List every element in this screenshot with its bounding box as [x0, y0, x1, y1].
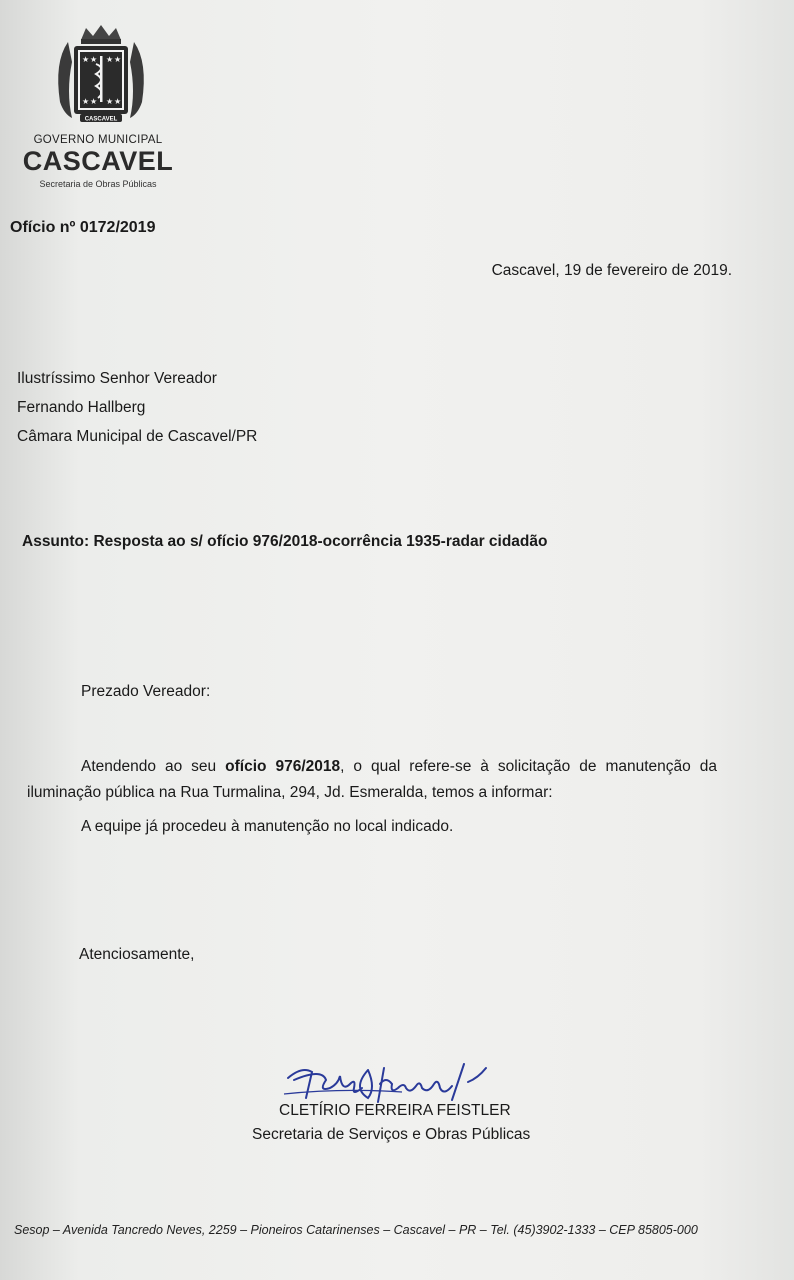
- letter-date: Cascavel, 19 de fevereiro de 2019.: [491, 262, 732, 279]
- signatory-name: CLETÍRIO FERREIRA FEISTLER: [279, 1102, 511, 1119]
- body-p1-start: Atendendo ao seu: [81, 758, 226, 775]
- svg-text:★: ★: [90, 97, 98, 106]
- recipient-name: Fernando Hallberg: [17, 399, 146, 416]
- closing: Atenciosamente,: [79, 946, 195, 963]
- letter-number: Ofício nº 0172/2019: [10, 219, 156, 236]
- signatory-role: Secretaria de Serviços e Obras Públicas: [252, 1126, 531, 1143]
- crest-ribbon-text: CASCAVEL: [84, 116, 118, 123]
- government-label: GOVERNO MUNICIPAL: [33, 134, 163, 146]
- svg-text:★: ★: [82, 97, 90, 106]
- department-label: Secretaria de Obras Públicas: [39, 179, 157, 189]
- city-name: CASCAVEL: [22, 146, 174, 176]
- handwritten-signature: [282, 1058, 492, 1106]
- svg-text:★: ★: [90, 55, 98, 64]
- svg-text:★: ★: [114, 55, 122, 64]
- letter-subject: Assunto: Resposta ao s/ ofício 976/2018-ocorrência 1935-radar cidadão: [22, 533, 548, 550]
- referenced-oficio: ofício 976/2018: [225, 758, 341, 775]
- body-p1-end: , o qual refere-se à solicitação de manutenção da iluminação pública na Rua Turmalina, 294, Jd. Esmeralda, temos a informar:: [27, 758, 717, 801]
- municipal-logo: [18, 22, 178, 192]
- recipient-institution: Câmara Municipal de Cascavel/PR: [17, 428, 258, 445]
- svg-text:★: ★: [106, 55, 114, 64]
- city-crest-icon: [46, 22, 156, 132]
- body-paragraph-1: [27, 754, 717, 806]
- svg-text:★: ★: [114, 97, 122, 106]
- svg-text:★: ★: [82, 55, 90, 64]
- svg-text:★: ★: [106, 97, 114, 106]
- recipient-title: Ilustríssimo Senhor Vereador: [17, 370, 217, 387]
- salutation: Prezado Vereador:: [81, 683, 211, 700]
- footer-address: Sesop – Avenida Tancredo Neves, 2259 – Pioneiros Catarinenses – Cascavel – PR – Tel. (45)3902-1333 – CEP 85805-000: [14, 1223, 698, 1237]
- body-paragraph-2: A equipe já procedeu à manutenção no local indicado.: [81, 818, 454, 835]
